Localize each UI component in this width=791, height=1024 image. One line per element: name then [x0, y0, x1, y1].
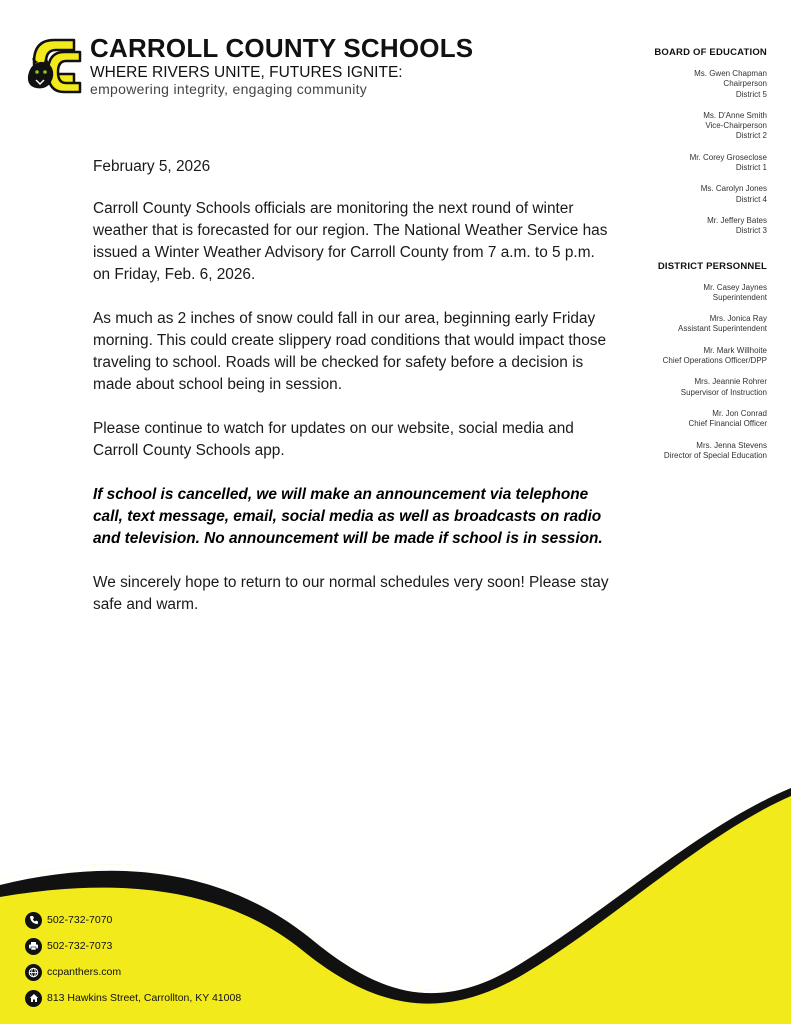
member-name: Mr. Corey Groseclose: [689, 152, 767, 162]
member-district: District 3: [735, 226, 767, 236]
member-district: District 2: [735, 131, 767, 141]
personnel-title: Chief Operations Officer/DPP: [662, 356, 767, 366]
personnel-title: Assistant Superintendent: [678, 324, 767, 334]
tagline: empowering integrity, engaging community: [90, 81, 368, 97]
street-address: 813 Hawkins Street, Carrollton, KY 41008: [47, 992, 242, 1004]
member-district: District 4: [735, 194, 767, 204]
personnel-title: Director of Special Education: [663, 450, 767, 460]
member-district: District 1: [735, 163, 767, 173]
home-icon: [25, 990, 42, 1007]
member-name: Ms. Gwen Chapman: [694, 69, 767, 78]
personnel-name: Mrs. Jonica Ray: [709, 314, 767, 324]
footer-contacts: [25, 910, 241, 1014]
paragraph-advisory: Carroll County Schools officials are monitoring the next round of winter weather that is forecasted for our region. The National Weather Service has issued a Winter Weather Advisory for Carroll County from 7 a.m. to 5 p.m. on Friday, Feb. 6, 2026.: [93, 200, 608, 283]
member-name: Mr. Jeffery Bates: [707, 215, 767, 225]
member-district: District 5: [735, 89, 767, 99]
website-link[interactable]: ccpanthers.com: [47, 966, 122, 978]
globe-icon: [25, 964, 42, 981]
member-role: Chairperson: [723, 79, 767, 89]
member-name: Ms. D'Anne Smith: [703, 110, 767, 120]
paragraph-snow-forecast: As much as 2 inches of snow could fall in our area, beginning early Friday morning. This could create slippery road conditions that would impact those traveling to school. Roads will be checked for safety before a decision is made about school being in session.: [93, 310, 607, 393]
phone-number: 502-732-7070: [47, 914, 113, 926]
paragraph-cancellation-notice: If school is cancelled, we will make an announcement via telephone call, text message, email, social media as well as broadcasts on radio and television. No announcement will be made if school is in session.: [93, 486, 603, 547]
personnel-title: Superintendent: [712, 292, 767, 302]
paragraph-updates: Please continue to watch for updates on our website, social media and Carroll County Schools app.: [93, 420, 574, 459]
letter-body: [93, 156, 613, 638]
personnel-title: Chief Financial Officer: [688, 419, 767, 429]
paragraph-closing: We sincerely hope to return to our normal schedules very soon! Please stay safe and warm.: [93, 574, 609, 613]
contact-phone: [25, 910, 241, 930]
personnel-name: Mr. Mark Willhoite: [703, 345, 767, 355]
motto: WHERE RIVERS UNITE, FUTURES IGNITE:: [90, 64, 403, 81]
board-member: [577, 69, 767, 100]
member-name: Ms. Carolyn Jones: [700, 184, 767, 194]
organization-name: CARROLL COUNTY SCHOOLS: [90, 33, 474, 63]
board-heading: BOARD OF EDUCATION: [654, 47, 767, 58]
member-role: Vice-Chairperson: [705, 121, 767, 131]
school-logo: [24, 30, 82, 100]
board-member: [577, 111, 767, 142]
letter-date: February 5, 2026: [93, 158, 211, 175]
contact-website: [25, 962, 241, 982]
logo-lettering: CC: [24, 30, 26, 31]
personnel-title: Supervisor of Instruction: [680, 387, 767, 397]
personnel-name: Mrs. Jeannie Rohrer: [694, 377, 767, 387]
personnel-name: Mr. Jon Conrad: [712, 408, 767, 418]
contact-address: [25, 988, 241, 1008]
personnel-name: Mr. Casey Jaynes: [703, 282, 767, 292]
personnel-heading: DISTRICT PERSONNEL: [657, 260, 767, 272]
phone-icon: [25, 912, 42, 929]
personnel-name: Mrs. Jenna Stevens: [696, 440, 767, 450]
fax-printer-icon: [25, 938, 42, 955]
contact-fax: [25, 936, 241, 956]
fax-number: 502-732-7073: [47, 940, 113, 952]
